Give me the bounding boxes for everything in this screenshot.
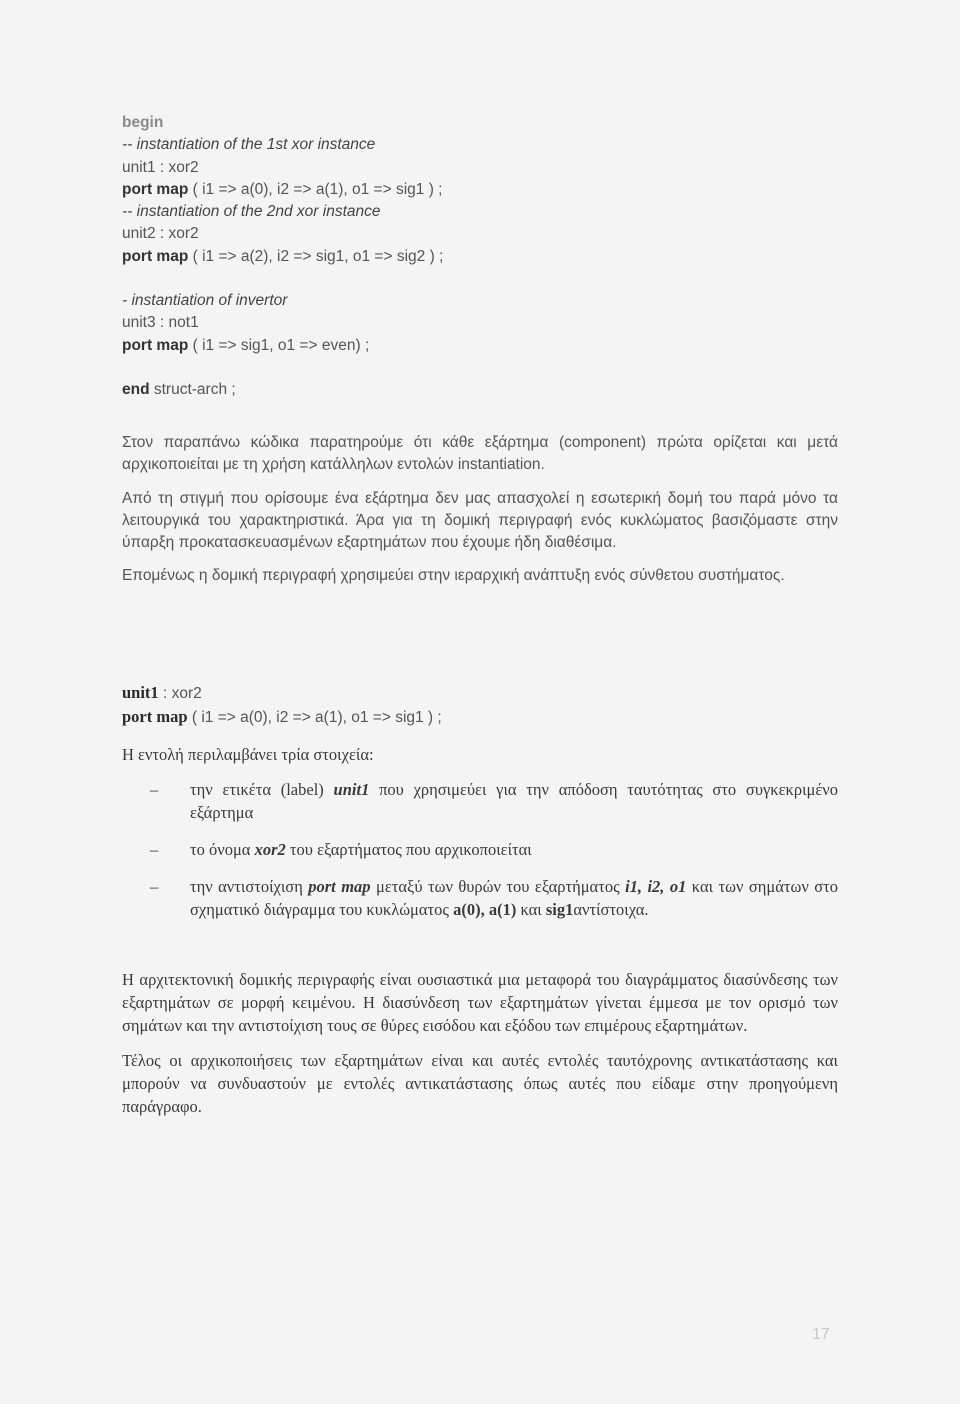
port-map-args: ( i1 => a(0), i2 => a(1), o1 => sig1 ) ; <box>188 180 443 198</box>
port-map-args: ( i1 => a(0), i2 => a(1), o1 => sig1 ) ; <box>187 709 442 726</box>
vhdl-code-listing <box>122 112 862 401</box>
item-emphasis: a(0), a(1) <box>453 900 517 919</box>
paragraph: Η αρχιτεκτονική δομικής περιγραφής είναι ουσιαστικά μια μεταφορά του διαγράμματος διασύνδεσης των εξαρτημάτων σε μορφή κειμένου. Η διασύνδεση των εξαρτημάτων γίνεται έμμεσα με τον ορισμό των σημάτων και την αντιστοίχιση τους σε θύρες εισόδου και εξόδου των επιμέρους εξαρτημάτων. <box>122 970 838 1035</box>
item-emphasis: sig1 <box>545 900 574 919</box>
item-text: και των σημάτων στο σχηματικό διάγραμμα του κυκλώματος <box>190 877 839 919</box>
dash-bullet: – <box>150 840 159 859</box>
port-map-args: ( i1 => a(2), i2 => sig1, o1 => sig2 ) ; <box>188 247 444 265</box>
list-intro: Η εντολή περιλαμβάνει τρία στοιχεία: <box>122 745 374 764</box>
item-emphasis: xor2 <box>254 840 286 859</box>
begin-keyword: begin <box>122 114 164 131</box>
closing-text <box>122 968 838 1130</box>
code-line: unit3 : not1 <box>122 314 199 332</box>
paragraph: Στον παραπάνω κώδικα παρατηρούμε ότι κάθε εξάρτημα (component) πρώτα ορίζεται και μετά αρχικοποιείται με τη χρήση κατάλληλων εντολών instantiation. <box>122 434 838 474</box>
item-emphasis: port map <box>308 877 371 896</box>
item-text: την ετικέτα (label) <box>190 780 334 799</box>
port-map-keyword: port map <box>122 336 189 354</box>
code-line <box>122 335 862 357</box>
item-text: μεταξύ των θυρών του εξαρτήματος <box>370 877 626 896</box>
explanation-text <box>122 432 838 599</box>
comment-line: - instantiation of invertor <box>122 292 288 310</box>
paragraph: Επομένως η δομική περιγραφή χρησιμεύει στην ιεραρχική ανάπτυξη ενός σύνθετου συστήματος. <box>122 567 785 585</box>
end-rest: struct-arch ; <box>149 380 236 398</box>
dash-bullet: – <box>150 877 159 896</box>
list-item <box>122 875 838 921</box>
list-item <box>122 778 838 824</box>
paragraph: Από τη στιγμή που ορίσουμε ένα εξάρτημα δεν μας απασχολεί η εσωτερική δομή του παρά μόνο τα λειτουργικά του χαρακτηριστικά. Άρα για τη δομική περιγραφή ενός κυκλώματος βασιζόμαστε στην ύπαρξη προκατασκευασμένων εξαρτημάτων που έχουμε ήδη διαθέσιμα. <box>122 489 838 552</box>
dash-bullet: – <box>150 780 159 799</box>
item-emphasis: unit1 <box>333 780 370 799</box>
item-text: το όνομα <box>190 840 255 859</box>
item-emphasis: i1, i2, o1 <box>625 877 687 896</box>
element-list <box>122 778 838 921</box>
comment-line: -- instantiation of the 2nd xor instance <box>122 203 381 221</box>
unit-label: unit1 <box>122 683 159 702</box>
item-text: και <box>516 900 546 919</box>
paragraph: Τέλος οι αρχικοποιήσεις των εξαρτημάτων είναι και αυτές εντολές ταυτόχρονης αντικατάστασης και μπορούν να συνδυαστούν με εντολές αντικατάστασης όπως αυτές που είδαμε στην προηγούμενη παράγραφο. <box>122 1051 838 1116</box>
code-line: unit1 : xor2 <box>122 158 199 176</box>
code-line: unit2 : xor2 <box>122 225 199 243</box>
port-map-args: ( i1 => sig1, o1 => even) ; <box>188 336 370 354</box>
port-map-keyword: port map <box>122 180 189 198</box>
code-line <box>122 179 862 201</box>
item-text: του εξαρτήματος που αρχικοποιείται <box>285 840 532 859</box>
example-section <box>122 681 838 935</box>
code-line <box>122 246 862 268</box>
example-code-line <box>122 681 838 705</box>
port-map-keyword: port map <box>122 707 188 726</box>
item-text: που χρησιμεύει για την απόδοση ταυτότητας στο συγκεκριμένο εξάρτημα <box>190 780 838 822</box>
code-line <box>122 379 862 401</box>
unit-rest: : xor2 <box>158 685 202 702</box>
page-number: 17 <box>812 1326 830 1343</box>
example-code-line <box>122 705 838 729</box>
port-map-keyword: port map <box>122 247 189 265</box>
end-keyword: end <box>122 380 150 398</box>
comment-line: -- instantiation of the 1st xor instance <box>122 136 376 154</box>
item-text: αντίστοιχα. <box>573 900 649 919</box>
list-item <box>122 838 838 861</box>
item-text: την αντιστοίχιση <box>190 877 309 896</box>
